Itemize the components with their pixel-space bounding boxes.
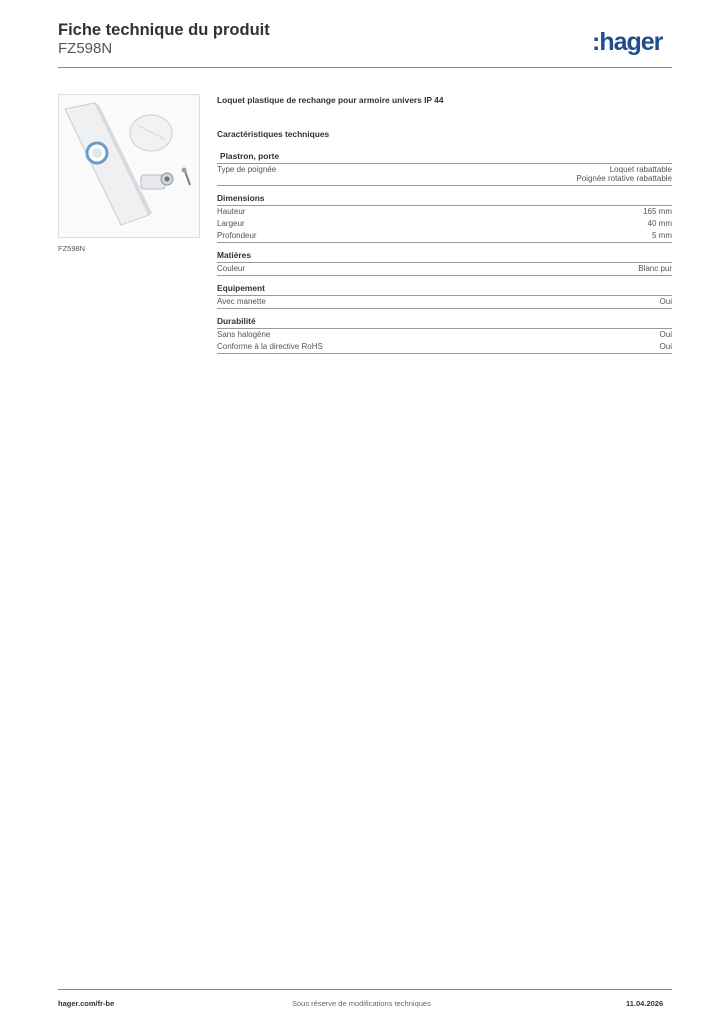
spec-value [576, 165, 672, 183]
spec-label: Conforme à la directive RoHS [217, 342, 323, 351]
spec-label: Profondeur [217, 231, 257, 240]
spec-value: Oui [659, 342, 672, 351]
spec-value: Blanc pur [638, 264, 672, 273]
section-title: Dimensions [217, 193, 672, 206]
spec-section-equipment [217, 283, 672, 309]
svg-text::hager: :hager [592, 29, 663, 56]
footer-divider [58, 989, 672, 990]
product-image [58, 94, 200, 238]
footer-disclaimer: Sous réserve de modifications techniques [292, 999, 431, 1008]
spec-section-durability [217, 316, 672, 354]
product-reference: FZ598N [58, 40, 113, 57]
spec-label: Couleur [217, 264, 246, 273]
spec-row [217, 263, 672, 276]
hager-logo [592, 29, 674, 57]
footer-date: 11.04.2026 [626, 999, 664, 1008]
spec-section-materials [217, 250, 672, 276]
image-caption: FZ598N [58, 244, 86, 253]
spec-row [217, 218, 672, 230]
spec-row [217, 329, 672, 341]
section-title: Plastron, porte [217, 151, 672, 164]
section-title: Matières [217, 250, 672, 263]
spec-label: Hauteur [217, 207, 246, 216]
product-description: Loquet plastique de rechange pour armoire univers IP 44 [217, 95, 444, 105]
spec-label: Sans halogène [217, 330, 271, 339]
spec-value-line: Loquet rabattable [609, 165, 672, 174]
spec-row [217, 341, 672, 354]
spec-label: Type de poignée [217, 165, 277, 174]
section-title: Equipement [217, 283, 672, 296]
spec-value: 5 mm [652, 231, 672, 240]
spec-label: Largeur [217, 219, 245, 228]
spec-value: 40 mm [647, 219, 672, 228]
section-title: Durabilité [217, 316, 672, 329]
spec-row [217, 164, 672, 186]
spec-value: 165 mm [643, 207, 672, 216]
specifications-column [217, 95, 672, 361]
spec-row [217, 206, 672, 218]
header-divider [58, 67, 672, 68]
page-title: Fiche technique du produit [58, 21, 270, 39]
spec-label: Avec manette [217, 297, 266, 306]
spec-value-line: Poignée rotative rabattable [576, 174, 672, 183]
spec-value: Oui [659, 330, 672, 339]
spec-row [217, 230, 672, 243]
footer-website-link[interactable]: hager.com/fr-be [58, 999, 115, 1008]
spec-section-dimensions [217, 193, 672, 243]
spec-value: Oui [659, 297, 672, 306]
spec-section-plastron [217, 151, 672, 186]
specs-heading: Caractéristiques techniques [217, 129, 330, 139]
spec-row [217, 296, 672, 309]
